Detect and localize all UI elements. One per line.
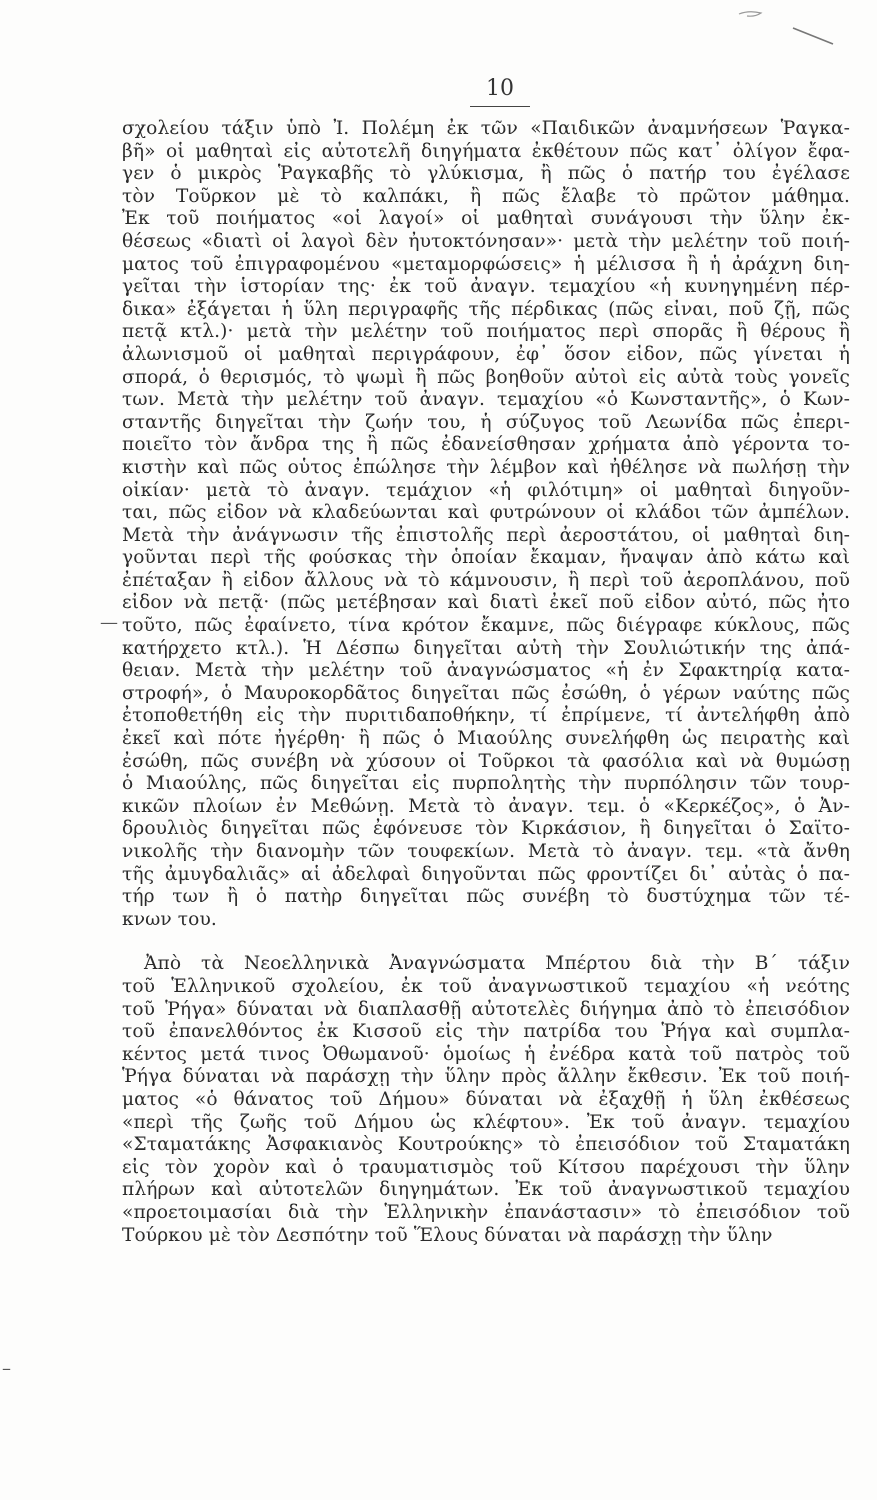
text-line: ἀλωνισμοῦ οἱ μαθηταὶ περιγράφουν, ἐφ᾽ ὅσον εἶδον, πῶς γίνεται ἡ — [122, 343, 850, 365]
text-line: σταντῆς διηγεῖται τὴν ζωήν του, ἡ σύζυγος τοῦ Λεωνίδα πῶς ἐπερι- — [122, 411, 850, 433]
page-number-underline — [470, 106, 530, 107]
text-line: βῆ» οἱ μαθηταὶ εἰς αὐτοτελῆ διηγήματα ἐκθέτουν πῶς κατ᾽ ὀλίγον ἔφα- — [122, 140, 850, 162]
text-line: εἰς τὸν χορὸν καὶ ὁ τραυματισμὸς τοῦ Κίτσου παρέχουσι τὴν ὕλην — [122, 1156, 850, 1178]
text-body — [122, 118, 850, 1247]
text-line: ἐπέταξαν ἢ εἶδον ἄλλους νὰ τὸ κάμνουσιν, ἢ περὶ τοῦ ἀεροπλάνου, ποῦ — [122, 569, 850, 591]
text-line: πετᾷ κτλ.)· μετὰ τὴν μελέτην τοῦ ποιήματος περὶ σπορᾶς ἢ θέρους ἢ — [122, 321, 850, 343]
text-line: τῆς ἀμυγδαλιᾶς» αἱ ἀδελφαὶ διηγοῦνται πῶς φροντίζει δι᾽ αὐτὰς ὁ πα- — [122, 863, 850, 885]
dash-mark-icon: – — [2, 1358, 11, 1379]
text-line: κέντος μετά τινος Ὀθωμανοῦ· ὁμοίως ἡ ἐνέδρα κατὰ τοῦ πατρὸς τοῦ — [122, 1043, 850, 1065]
text-line: κατήρχετο κτλ.). Ἡ Δέσπω διηγεῖται αὐτὴ τὴν Σουλιώτικήν της ἀπά- — [122, 637, 850, 659]
text-line: ποιεῖτο τὸν ἄνδρα της ἢ πῶς ἐδανείσθησαν χρήματα ἀπὸ γέροντα το- — [122, 434, 850, 456]
text-line: γεῖται τὴν ἱστορίαν της· ἐκ τοῦ ἀναγν. τεμαχίου «ἡ κυνηγημένη πέρ- — [122, 276, 850, 298]
text-line: Τούρκου μὲ τὸν Δεσπότην τοῦ Ἕλους δύναται νὰ παράσχῃ τὴν ὕλην — [122, 1224, 773, 1246]
text-line: τήρ των ἢ ὁ πατὴρ διηγεῖται πῶς συνέβη τὸ δυστύχημα τῶν τέ- — [122, 886, 850, 908]
text-line: τὸν Τοῦρκον μὲ τὸ καλπάκι, ἢ πῶς ἔλαβε τὸ πρῶτον μάθημα. — [122, 185, 850, 207]
text-line: τοῦ Ῥήγα» δύναται νὰ διαπλασθῇ αὐτοτελὲς διήγημα ἀπὸ τὸ ἐπεισόδιον — [122, 998, 850, 1020]
text-line: ἐσώθη, πῶς συνέβη νὰ χύσουν οἱ Τοῦρκοι τὰ φασόλια καὶ νὰ θυμώσῃ — [122, 750, 850, 772]
text-line: «Σταματάκης Ἀσφακιανὸς Κουτρούκης» τὸ ἐπεισόδιον τοῦ Σταματάκη — [122, 1134, 850, 1156]
text-line: «περὶ τῆς ζωῆς τοῦ Δήμου ὡς κλέφτου». Ἐκ τοῦ ἀναγν. τεμαχίου — [122, 1111, 850, 1133]
text-line: κνων του. — [122, 908, 217, 930]
text-line: εἶδον νὰ πετᾷ· (πῶς μετέβησαν καὶ διατὶ ἐκεῖ ποῦ εἶδον αὐτό, πῶς ἦτο — [122, 592, 850, 614]
text-line: τοῦ ἐπανελθόντος ἐκ Κισσοῦ εἰς τὴν πατρίδα του Ῥήγα καὶ συμπλα- — [122, 1021, 850, 1043]
text-line: δρουλιὸς διηγεῖται πῶς ἐφόνευσε τὸν Κιρκάσιον, ἢ διηγεῖται ὁ Σαϊτο- — [122, 818, 850, 840]
text-line: Ἐκ τοῦ ποιήματος «οἱ λαγοί» οἱ μαθηταὶ συνάγουσι τὴν ὕλην ἐκ- — [122, 208, 850, 230]
text-line: τοῦτο, πῶς ἐφαίνετο, τίνα κρότον ἔκαμνε, πῶς διέγραφε κύκλους, πῶς — [122, 615, 850, 637]
text-line: ματος τοῦ ἐπιγραφομένου «μεταμορφώσεις» ἡ μέλισσα ἢ ἡ ἀράχνη διη- — [122, 253, 850, 275]
text-line: Μετὰ τὴν ἀνάγνωσιν τῆς ἐπιστολῆς περὶ ἀεροστάτου, οἱ μαθηταὶ διη- — [122, 524, 850, 546]
text-line: ἐκεῖ καὶ πότε ἠγέρθη· ἢ πῶς ὁ Μιαούλης συνελήφθη ὡς πειρατὴς καὶ — [122, 728, 850, 750]
text-line: ὁ Μιαούλης, πῶς διηγεῖται εἰς πυρπολητὴς τὴν πυρπόλησιν τῶν τουρ- — [122, 773, 850, 795]
pencil-scribble-icon — [735, 8, 845, 48]
text-line: οἰκίαν· μετὰ τὸ ἀναγν. τεμάχιον «ἡ φιλότιμη» οἱ μαθηταὶ διηγοῦν- — [122, 479, 850, 501]
text-line: Ἀπὸ τὰ Νεοελληνικὰ Ἀναγνώσματα Μπέρτου διὰ τὴν Β´ τάξιν — [144, 953, 850, 975]
text-line: στροφή», ὁ Μαυροκορδᾶτος διηγεῖται πῶς ἐσώθη, ὁ γέρων ναύτης πῶς — [122, 682, 850, 704]
text-line: σχολείου τάξιν ὑπὸ Ἰ. Πολέμη ἐκ τῶν «Παιδικῶν ἀναμνήσεων Ῥαγκα- — [122, 118, 850, 139]
text-line: νικολῆς τὴν διανομὴν τῶν τουφεκίων. Μετὰ τὸ ἀναγν. τεμ. «τὰ ἄνθη — [122, 841, 850, 862]
text-line: τοῦ Ἑλληνικοῦ σχολείου, ἐκ τοῦ ἀναγνωστικοῦ τεμαχίου «ἡ νεότης — [122, 975, 850, 997]
text-line: των. Μετὰ τὴν μελέτην τοῦ ἀναγν. τεμαχίου «ὁ Κωνσταντῆς», ὁ Κων- — [122, 389, 850, 411]
text-line: ται, πῶς εἶδον νὰ κλαδεύωνται καὶ φυτρώνουν οἱ κλάδοι τῶν ἀμπέλων. — [122, 502, 850, 524]
paragraph-2 — [122, 953, 850, 1247]
text-line: γοῦνται περὶ τῆς φούσκας τὴν ὁποίαν ἔκαμαν, ἤναψαν ἀπὸ κάτω καὶ — [122, 547, 850, 569]
text-line: γεν ὁ μικρὸς Ῥαγκαβῆς τὸ γλύκισμα, ἢ πῶς ὁ πατήρ του ἐγέλασε — [122, 163, 850, 185]
text-line: πλήρων καὶ αὐτοτελῶν διηγημάτων. Ἐκ τοῦ ἀναγνωστικοῦ τεμαχίου — [122, 1179, 850, 1201]
text-line: ἐτοποθετήθη εἰς τὴν πυριτιδαποθήκην, τί ἐπρίμενε, τί ἀντελήφθη ἀπὸ — [122, 705, 850, 727]
page-number: 10 — [486, 76, 514, 101]
text-line: δικα» ἐξάγεται ἡ ὕλη περιγραφῆς τῆς πέρδικας (πῶς εἶναι, ποῦ ζῇ, πῶς — [122, 298, 850, 320]
text-line: κικῶν πλοίων ἐν Μεθώνῃ. Μετὰ τὸ ἀναγν. τεμ. ὁ «Κερκέζος», ὁ Ἀν- — [122, 795, 850, 817]
text-line: ματος «ὁ θάνατος τοῦ Δήμου» δύναται νὰ ἐξαχθῇ ἡ ὕλη ἐκθέσεως — [122, 1088, 850, 1110]
dash-mark-icon: — — [100, 612, 118, 633]
text-line: θειαν. Μετὰ τὴν μελέτην τοῦ ἀναγνώσματος «ἡ ἐν Σφακτηρίᾳ κατα- — [122, 660, 850, 682]
text-line: θέσεως «διατὶ οἱ λαγοὶ δὲν ἠυτοκτόνησαν»· μετὰ τὴν μελέτην τοῦ ποιή- — [122, 230, 850, 252]
text-line: «προετοιμασίαι διὰ τὴν Ἑλληνικὴν ἐπανάστασιν» τὸ ἐπεισόδιον τοῦ — [122, 1201, 850, 1223]
text-line: κιστὴν καὶ πῶς οὗτος ἐπώλησε τὴν λέμβον καὶ ἠθέλησε νὰ πωλήσῃ τὴν — [122, 456, 850, 478]
paragraph-gap — [122, 931, 850, 953]
text-line: σπορά, ὁ θερισμός, τὸ ψωμὶ ἢ πῶς βοηθοῦν αὐτοὶ εἰς αὐτὰ τοὺς γονεῖς — [122, 366, 850, 388]
text-line: Ῥήγα δύναται νὰ παράσχῃ τὴν ὕλην πρὸς ἄλλην ἔκθεσιν. Ἐκ τοῦ ποιή- — [122, 1066, 850, 1088]
paragraph-1 — [122, 118, 850, 931]
